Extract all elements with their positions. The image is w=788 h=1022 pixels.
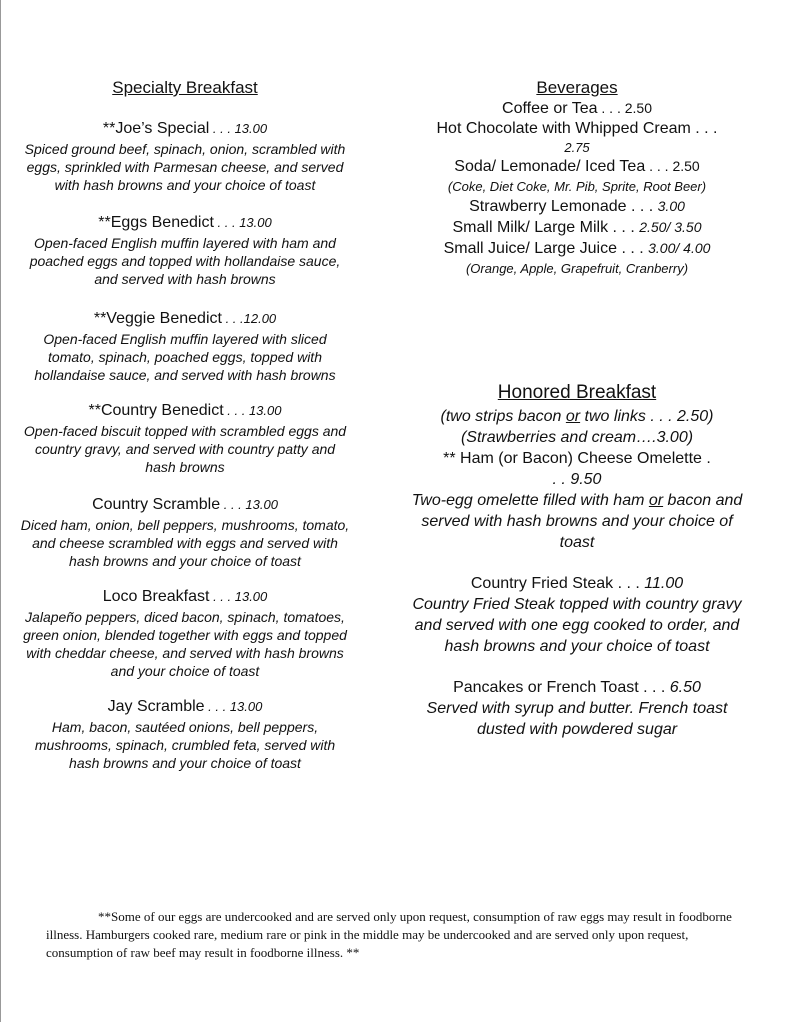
item-price: . . . 13.00 [220,497,278,512]
item-name: **Joe’s Special [102,120,210,137]
beverage-soda: Soda/ Lemonade/ Iced Tea . . . 2.50 [454,158,700,175]
item-price: . . . 13.00 [209,121,268,136]
omelette-title: ** Ham (or Bacon) Cheese Omelette . [443,450,711,467]
item-name: Country Scramble [92,496,221,513]
item-name: Loco Breakfast [102,588,210,605]
menu-item-jay-scramble [20,696,350,772]
item-description: Ham, bacon, sautéed onions, bell peppers, mushrooms, spinach, crumbled feta, served with hash browns and your choice of toast [34,719,336,771]
beverage-hot-chocolate: Hot Chocolate with Whipped Cream . . . [436,120,718,137]
menu-item-country-scramble [20,494,350,570]
page-edge-divider [0,0,1,1022]
beverage-coffee: Coffee or Tea . . . 2.50 [502,100,652,117]
omelette-description: Two-egg omelette filled with ham or bacon and served with hash browns and your choice of toast [411,492,743,551]
item-name: Jay Scramble [107,698,205,715]
menu-item-veggie-benedict [20,308,350,384]
item-name: **Country Benedict [88,402,224,419]
omelette-price: . . 9.50 [552,471,602,488]
specialty-heading: Specialty Breakfast [112,78,258,97]
item-description: Open-faced English muffin layered with sliced tomato, spinach, poached eggs, topped with hollandaise sauce, and served with hash browns [34,331,336,383]
item-price: . . . 13.00 [209,589,268,604]
item-name: **Eggs Benedict [98,214,214,231]
menu-item-country-benedict [20,400,350,476]
beverage-juice: Small Juice/ Large Juice . . . 3.00/ 4.00 [443,240,711,257]
beverages-heading: Beverages [536,78,618,97]
beverage-soda-note: (Coke, Diet Coke, Mr. Pib, Sprite, Root Beer) [447,179,707,194]
menu-item-joes-special [20,118,350,194]
item-price: . . .12.00 [221,311,277,326]
menu-item-loco-breakfast [20,586,350,680]
item-description: Open-faced English muffin layered with ham and poached eggs and topped with hollandaise sauce, and served with hash browns [29,235,341,287]
beverage-strawberry-lemonade: Strawberry Lemonade . . . 3.00 [469,198,685,215]
item-price: . . . 13.00 [213,215,272,230]
item-description: Jalapeño peppers, diced bacon, spinach, tomatoes, green onion, blended together with eggs and topped with cheddar cheese, and served with hash browns and your choice of toast [23,609,347,679]
beverage-hot-chocolate-price: 2.75 [564,140,590,155]
item-description: Diced ham, onion, bell peppers, mushrooms, tomato, and cheese scrambled with eggs and served with hash browns and your choice of toast [20,517,350,569]
beverage-juice-note: (Orange, Apple, Grapefruit, Cranberry) [465,261,689,276]
honored-bacon-side: (two strips bacon or two links . . . 2.50) [440,408,714,425]
honored-breakfast-section [408,382,746,740]
steak-description: Country Fried Steak topped with country gravy and served with one egg cooked to order, and hash browns and your choice of toast [412,596,742,655]
pancake-title: Pancakes or French Toast . . . 6.50 [453,679,701,696]
item-price: . . . 13.00 [223,403,282,418]
specialty-breakfast-section [20,78,350,786]
food-safety-disclaimer: **Some of our eggs are undercooked and are served only upon request, consumption of raw eggs may result in foodborne illness. Hamburgers cooked rare, medium rare or pink in the middle may be undercooked and are served only upon request, consumption of raw beef may result in foodborne illness. ** [46,909,732,960]
pancake-description: Served with syrup and butter. French toast dusted with powdered sugar [426,700,728,738]
honored-heading: Honored Breakfast [497,382,657,403]
item-description: Spiced ground beef, spinach, onion, scrambled with eggs, sprinkled with Parmesan cheese, and served with hash browns and your choice of toast [24,141,346,193]
item-name: **Veggie Benedict [93,310,222,327]
beverage-milk: Small Milk/ Large Milk . . . 2.50/ 3.50 [452,219,702,236]
honored-strawberries-side: (Strawberries and cream….3.00) [460,429,694,446]
menu-item-eggs-benedict [20,212,350,288]
beverages-section [408,78,746,278]
steak-title: Country Fried Steak . . . 11.00 [470,575,684,592]
item-price: . . . 13.00 [204,699,263,714]
item-description: Open-faced biscuit topped with scrambled eggs and country gravy, and served with country patty and hash browns [23,423,347,475]
